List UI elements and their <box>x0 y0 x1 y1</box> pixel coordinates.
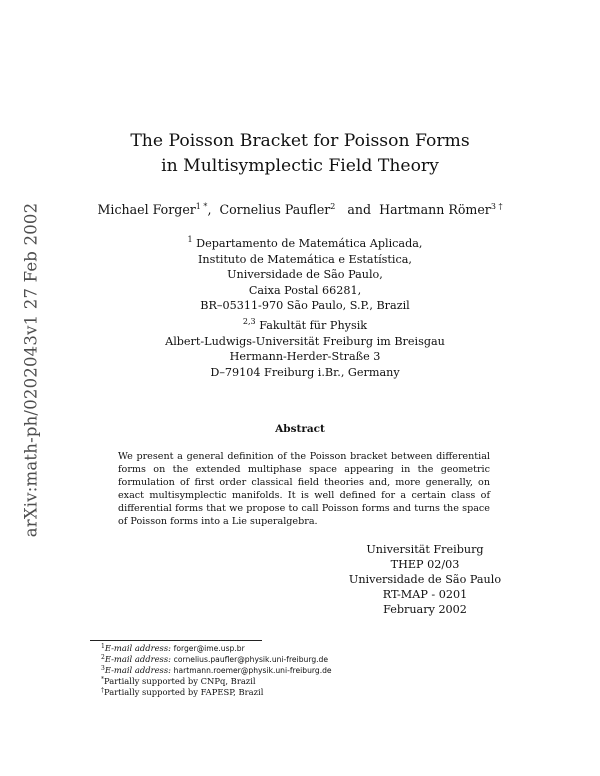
author-name: Hartmann Römer <box>379 202 491 217</box>
footnote-support <box>101 676 332 687</box>
footnote-mark: * <box>101 676 104 683</box>
footnote-mark: 2 <box>101 654 105 661</box>
footnote-email <box>101 643 332 654</box>
footnote-mark: 3 <box>101 665 105 672</box>
title-line-1: The Poisson Bracket for Poisson Forms <box>130 131 470 151</box>
affiliation-line: Caixa Postal 66281, <box>248 283 362 297</box>
author-list <box>80 202 520 218</box>
abstract-body: We present a general definition of the Poisson bracket between differential forms on the extended multiphase space appearing in the geometric formulation of first order classical field theories and, more generally, on exact multisymplectic manifolds. It is well defined for a certain class of differential forms that we propose to call Poisson forms and turns the space of Poisson forms into a Lie superalgebra. <box>118 451 490 528</box>
paper-title <box>90 129 510 179</box>
footnote-email <box>101 665 332 676</box>
report-line: RT-MAP - 0201 <box>382 588 468 602</box>
affiliation-mark: 2,3 <box>242 317 256 326</box>
footnote-rule <box>90 640 262 641</box>
report-line: Universidade de São Paulo <box>348 573 502 587</box>
footnote-mark: † <box>101 687 104 694</box>
author-separator: , <box>207 202 220 217</box>
email-label: E-mail address: <box>104 654 171 664</box>
footnote-support <box>101 687 332 698</box>
email-label: E-mail address: <box>104 665 171 675</box>
footnotes <box>101 643 332 698</box>
support-text: Partially supported by CNPq, Brazil <box>104 676 256 686</box>
author-mark: 1 * <box>195 202 208 211</box>
affiliation-mark: 1 <box>187 235 193 244</box>
author-mark: 3 † <box>490 202 503 211</box>
report-info <box>340 542 510 617</box>
affiliation-line: Instituto de Matemática e Estatística, <box>198 252 412 266</box>
author-name: Michael Forger <box>97 202 196 217</box>
affiliation-line: BR–05311-970 São Paulo, S.P., Brazil <box>200 299 410 312</box>
email-address: forger@ime.usp.br <box>173 644 245 653</box>
affiliation-sao-paulo <box>120 236 490 314</box>
support-text: Partially supported by FAPESP, Brazil <box>104 687 264 697</box>
arxiv-stamp <box>16 192 46 547</box>
affiliation-line: $^1$ Departamento de Matemática Aplicada, <box>187 235 423 250</box>
affiliation-freiburg <box>120 318 490 380</box>
affiliation-line: Hermann-Herder-Straße 3 <box>229 350 381 363</box>
arxiv-identifier: arXiv:math-ph/0202043v1 27 Feb 2002 <box>21 202 41 537</box>
author-separator: and <box>335 202 380 217</box>
author-name: Cornelius Paufler <box>219 202 331 217</box>
affiliation-line: D–79104 Freiburg i.Br., Germany <box>210 365 400 379</box>
email-label: E-mail address: <box>104 643 171 653</box>
footnote-mark: 1 <box>101 643 105 650</box>
affiliation-line: Universidade de São Paulo, <box>227 268 383 281</box>
abstract-heading: Abstract <box>275 423 325 435</box>
report-line: Universität Freiburg <box>366 543 484 556</box>
email-address: cornelius.paufler@physik.uni-freiburg.de <box>173 655 329 664</box>
email-address: hartmann.roemer@physik.uni-freiburg.de <box>173 666 332 675</box>
title-line-2: in Multisymplectic Field Theory <box>161 156 439 176</box>
report-line: February 2002 <box>383 603 467 617</box>
report-line: THEP 02/03 <box>390 558 460 572</box>
affiliation-line: Albert-Ludwigs-Universität Freiburg im Breisgau <box>165 334 445 348</box>
affiliation-line: $^{2,3}$ Fakultät für Physik <box>242 317 368 332</box>
author-mark: 2 <box>330 202 336 211</box>
footnote-email <box>101 654 332 665</box>
